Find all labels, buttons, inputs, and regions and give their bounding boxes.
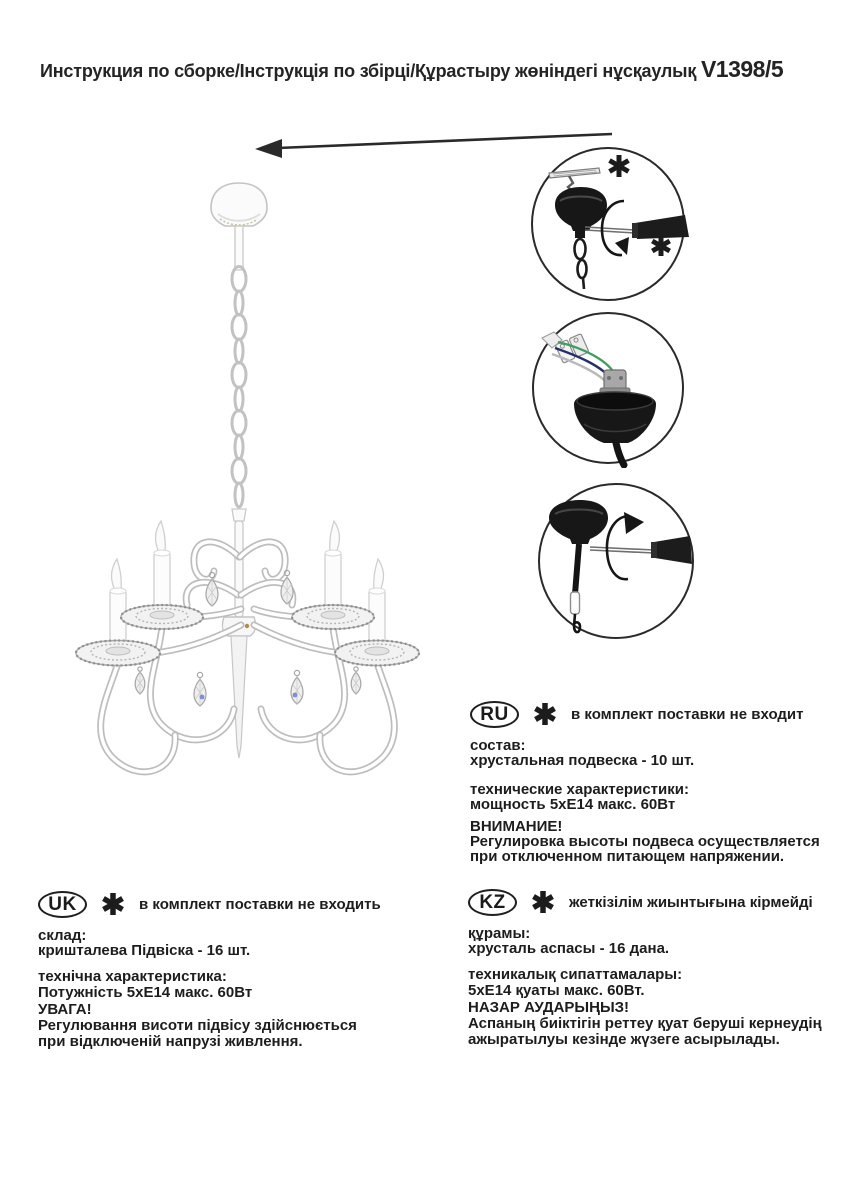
warning-block [470, 819, 830, 864]
chain-link [232, 411, 246, 436]
specs-label: технические характеристики: [470, 781, 689, 798]
step-2-diagram [528, 308, 688, 468]
candle [154, 521, 170, 609]
lang-header-uk [38, 890, 418, 918]
composition-block [470, 738, 830, 768]
chain-link [232, 315, 246, 340]
brass-screw [245, 624, 249, 628]
not-included-note: в комплект поставки не входить [139, 895, 381, 913]
chain-link [232, 363, 246, 388]
specs-block [38, 969, 418, 1001]
chain-link [232, 459, 246, 484]
composition-value: хрусталь аспасы - 16 дана. [468, 940, 670, 957]
lang-header-kz [468, 888, 838, 916]
warning-line: при отключенном питающем напряжении. [470, 848, 785, 865]
warning-label: ВНИМАНИЕ! [470, 818, 563, 835]
chandelier-illustration [60, 175, 460, 795]
composition-value: хрустальная подвеска - 10 шт. [470, 752, 695, 769]
step-1-diagram [527, 143, 693, 307]
chain-link [235, 387, 243, 411]
candle [325, 521, 341, 609]
specs-block [470, 782, 830, 812]
lang-badge-ru: RU [470, 701, 519, 728]
crystal-pendant [351, 667, 361, 694]
composition-block [38, 928, 418, 958]
not-included-note: в комплект поставки не входит [571, 705, 804, 723]
lang-header-ru [470, 700, 830, 728]
warning-line: ажыратылуы кезінде жүзеге асырылады. [468, 1031, 780, 1048]
specs-value: мощность 5хЕ14 макс. 60Вт [470, 796, 676, 813]
composition-label: склад: [38, 927, 87, 944]
lang-badge-kz: KZ [468, 889, 517, 916]
warning-line: Аспаның биіктігін реттеу қуат беруші кернеудің [468, 1015, 822, 1032]
warning-line: Регулировка высоты подвеса осуществляется [470, 833, 820, 850]
bobeche [335, 641, 419, 666]
step-3-diagram [532, 478, 696, 642]
specs-block [468, 967, 838, 999]
composition-block [468, 926, 838, 956]
chain-link [235, 435, 243, 459]
crystal-pendant [135, 667, 145, 694]
metal-hub [600, 370, 630, 395]
specs-label: технічна характеристика: [38, 968, 227, 985]
specs-value: Потужність 5хЕ14 макс. 60Вт [38, 984, 253, 1001]
specs-label: техникалық сипаттамалары: [468, 966, 683, 983]
asterisk-icon [100, 891, 126, 917]
ceiling-canopy [211, 183, 267, 226]
stem [235, 226, 243, 270]
bottom-finial [231, 636, 247, 758]
section-kz [468, 888, 838, 1048]
composition-label: құрамы: [468, 925, 531, 942]
specs-value: 5хЕ14 қуаты макс. 60Вт. [468, 982, 645, 999]
warning-label: УВАГА! [38, 1001, 92, 1018]
title-text: Инструкция по сборке/Інструкція по збірці/Құрастыру жөніндегі нұсқаулық [40, 61, 697, 81]
section-uk [38, 890, 418, 1050]
candle [369, 559, 385, 645]
crystal-pendant [194, 672, 206, 706]
asterisk-icon [530, 889, 556, 915]
bobeche [292, 605, 374, 629]
chain-link [235, 339, 243, 363]
model-code: V1398/5 [700, 56, 784, 82]
candle [110, 559, 126, 645]
chain-link [235, 483, 243, 507]
bobeche [121, 605, 203, 629]
page-title [40, 56, 830, 83]
warning-line: Регулювання висоти підвісу здійснюється [38, 1017, 357, 1034]
asterisk-icon [532, 701, 558, 727]
chain-link [235, 291, 243, 315]
section-ru [470, 700, 830, 864]
lang-badge-uk: UK [38, 891, 87, 918]
not-included-note: жеткізілім жиынтығына кірмейді [569, 893, 813, 911]
warning-block [468, 1000, 838, 1048]
crystal-pendant [291, 670, 303, 704]
suspension-chain [232, 226, 246, 507]
bobeche [76, 641, 160, 666]
composition-value: кришталева Підвіска - 16 шт. [38, 942, 251, 959]
warning-block [38, 1002, 418, 1050]
composition-label: состав: [470, 737, 526, 754]
warning-label: НАЗАР АУДАРЫҢЫЗ! [468, 999, 630, 1016]
warning-line: при відключеній напрузі живлення. [38, 1033, 303, 1050]
